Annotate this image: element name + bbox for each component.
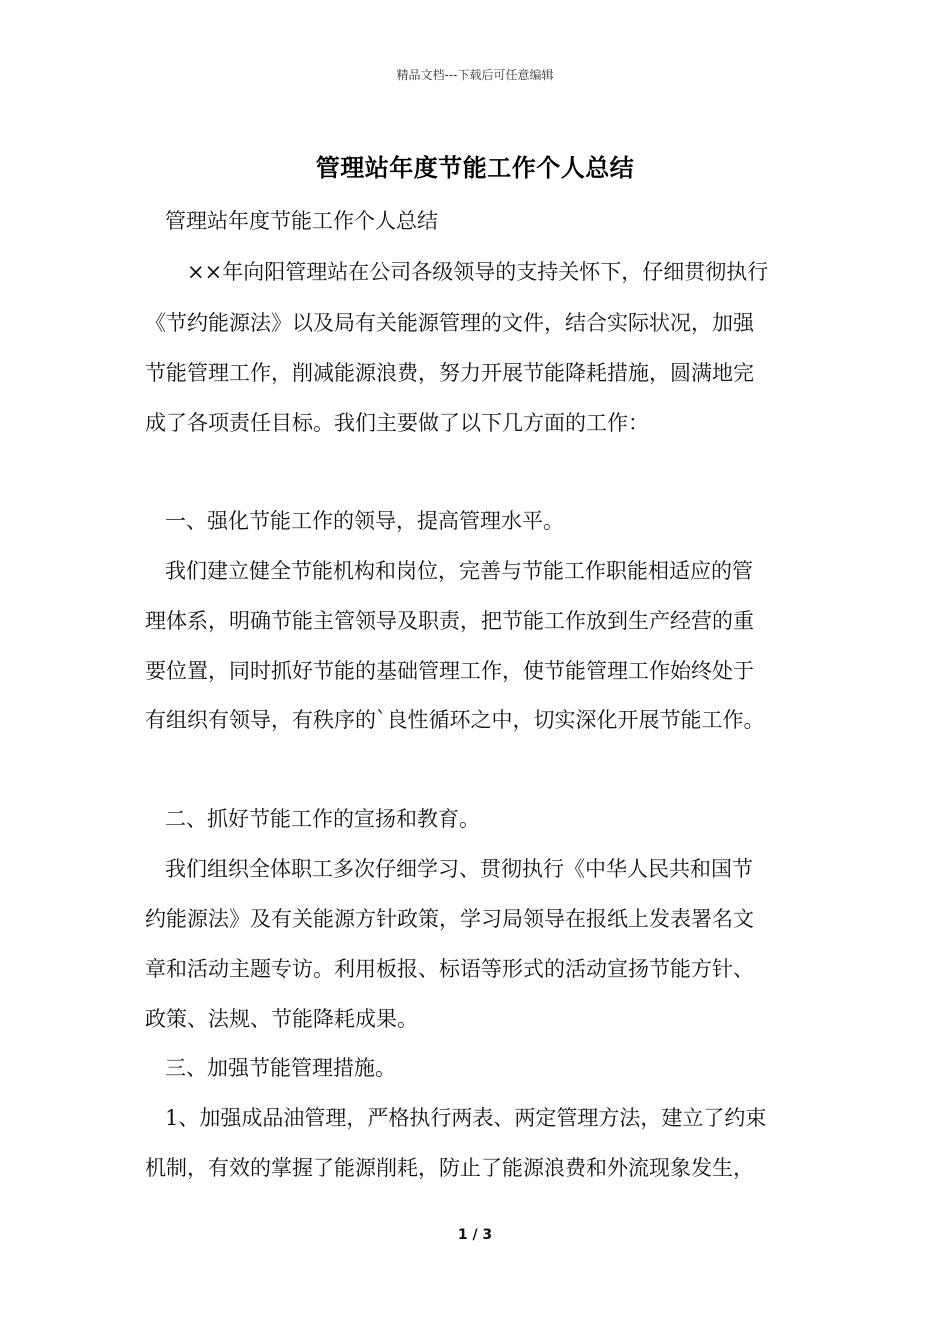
paragraph-line: 约能源法》及有关能源方针政策，学习局领导在报纸上发表署名文 [145,907,754,931]
paragraph-line: 我们建立健全节能机构和岗位，完善与节能工作职能相适应的管 [165,559,753,583]
section-heading-3: 三、加强节能管理措施。 [165,1056,396,1080]
paragraph-line: 机制，有效的掌握了能源削耗，防止了能源浪费和外流现象发生， [145,1156,754,1180]
paragraph-line: 有组织有领导，有秩序的`良性循环之中，切实深化开展节能工作。 [145,708,765,732]
section-heading-2: 二、抓好节能工作的宣扬和教育。 [165,807,480,831]
page-number: 1 / 3 [457,1227,493,1243]
document-title: 管理站年度节能工作个人总结 [315,153,635,182]
paragraph-line: 章和活动主题专访。利用板报、标语等形式的活动宣扬节能方针、 [145,957,754,981]
paragraph-line: 理体系，明确节能主管领导及职责，把节能工作放到生产经营的重 [145,609,754,633]
section-heading-1: 一、强化节能工作的领导，提高管理水平。 [165,509,564,533]
paragraph-line: 我们组织全体职工多次仔细学习、贯彻执行《中华人民共和国节 [165,857,753,881]
paragraph-line: 成了各项责任目标。我们主要做了以下几方面的工作： [145,411,649,435]
paragraph-line: 节能管理工作，削减能源浪费，努力开展节能降耗措施，圆满地完 [145,361,754,385]
paragraph-line: 1、加强成品油管理，严格执行两表、两定管理方法，建立了约束 [165,1106,767,1130]
paragraph-line: 政策、法规、节能降耗成果。 [145,1007,418,1031]
subtitle-line: 管理站年度节能工作个人总结 [165,209,438,233]
paragraph-line: 要位置，同时抓好节能的基础管理工作，使节能管理工作始终处于 [145,659,754,683]
header-note: 精品文档---下载后可任意编辑 [396,68,554,82]
paragraph-line: ××年向阳管理站在公司各级领导的支持关怀下，仔细贯彻执行 [187,260,769,284]
paragraph-line: 《节约能源法》以及局有关能源管理的文件，结合实际状况，加强 [145,311,754,335]
